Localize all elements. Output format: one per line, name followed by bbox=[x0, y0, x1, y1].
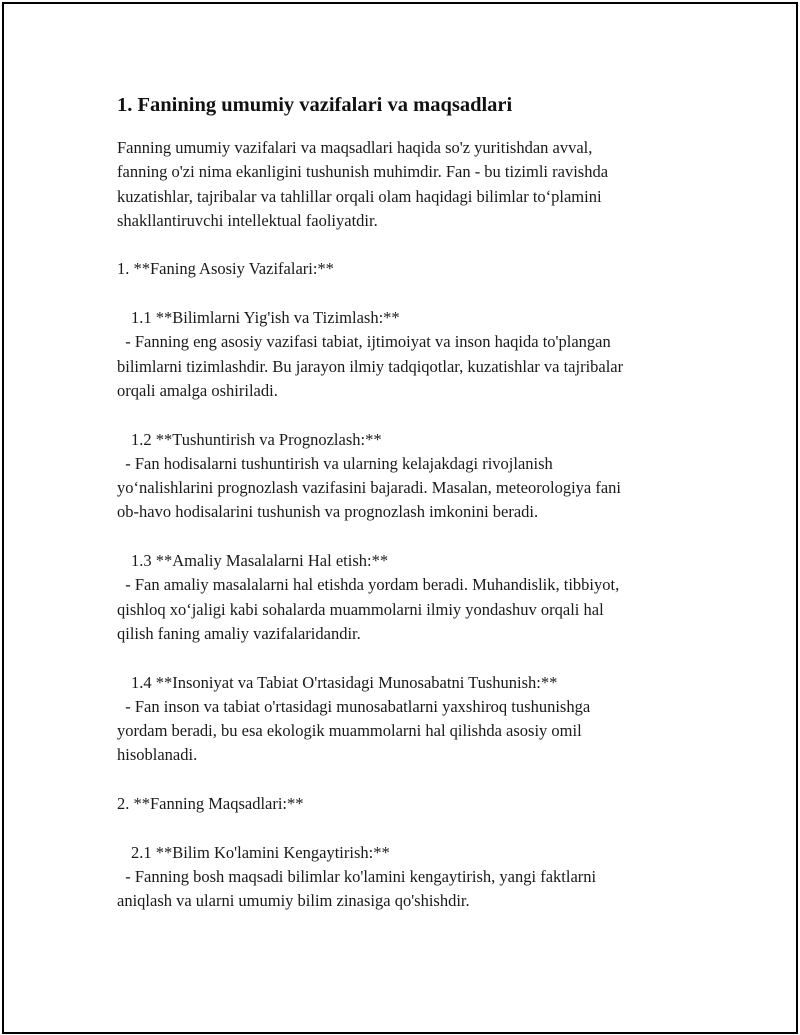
subsection-1-1 bbox=[117, 306, 697, 403]
subsection-line: - Fanning bosh maqsadi bilimlar ko'lamini kengaytirish, yangi faktlarni bbox=[117, 866, 597, 886]
blank-line bbox=[117, 646, 697, 670]
blank-line bbox=[117, 816, 697, 840]
subsection-heading: 2.1 **Bilim Ko'lamini Kengaytirish:** bbox=[131, 842, 390, 862]
blank-line bbox=[117, 768, 697, 792]
intro-paragraph bbox=[117, 136, 697, 233]
subsection-1-2 bbox=[117, 428, 697, 525]
subsection-line: - Fan inson va tabiat o'rtasidagi munosabatlarni yaxshiroq tushunishga bbox=[117, 696, 591, 716]
intro-line: kuzatishlar, tajribalar va tahlillar orqali olam haqidagi bilimlar to‘plamini bbox=[117, 186, 602, 206]
subsection-line: yordam beradi, bu esa ekologik muammolarni hal qilishda asosiy omil bbox=[117, 721, 582, 741]
subsection-line: bilimlarni tizimlashdir. Bu jarayon ilmiy tadqiqotlar, kuzatishlar va tajribalar bbox=[117, 356, 624, 376]
section-2-heading: 2. **Fanning Maqsadlari:** bbox=[117, 794, 304, 814]
subsection-line: - Fan amaliy masalalarni hal etishda yordam beradi. Muhandislik, tibbiyot, bbox=[117, 575, 620, 595]
blank-line bbox=[117, 525, 697, 549]
blank-line bbox=[117, 403, 697, 427]
subsection-line: aniqlash va ularni umumiy bilim zinasiga qo'shishdir. bbox=[117, 891, 470, 911]
subsection-heading: 1.4 **Insoniyat va Tabiat O'rtasidagi Munosabatni Tushunish:** bbox=[131, 672, 558, 692]
intro-line: fanning o'zi nima ekanligini tushunish muhimdir. Fan - bu tizimli ravishda bbox=[117, 162, 609, 182]
document-title: 1. Fanining umumiy vazifalari va maqsadlari bbox=[117, 94, 513, 116]
blank-line bbox=[117, 233, 697, 257]
subsection-line: ob-havo hodisalarini tushunish va prognozlash imkonini beradi. bbox=[117, 502, 539, 522]
subsection-line: orqali amalga oshiriladi. bbox=[117, 380, 278, 400]
subsection-2-1 bbox=[117, 841, 697, 914]
section-1-heading: 1. **Faning Asosiy Vazifalari:** bbox=[117, 259, 334, 279]
subsection-1-4 bbox=[117, 671, 697, 768]
subsection-line: qishloq xo‘jaligi kabi sohalarda muammolarni ilmiy yondashuv orqali hal bbox=[117, 599, 604, 619]
intro-line: Fanning umumiy vazifalari va maqsadlari haqida so'z yuritishdan avval, bbox=[117, 138, 593, 157]
document-body bbox=[117, 92, 697, 914]
subsection-heading: 1.2 **Tushuntirish va Prognozlash:** bbox=[131, 429, 382, 449]
subsection-line: - Fanning eng asosiy vazifasi tabiat, ijtimoiyat va inson haqida to'plangan bbox=[117, 332, 611, 352]
subsection-line: hisoblanadi. bbox=[117, 745, 198, 765]
subsection-line: qilish faning amaliy vazifalaridandir. bbox=[117, 623, 361, 643]
subsection-heading: 1.3 **Amaliy Masalalarni Hal etish:** bbox=[131, 551, 389, 571]
blank-line bbox=[117, 282, 697, 306]
subsection-1-3 bbox=[117, 549, 697, 646]
subsection-line: yo‘nalishlarini prognozlash vazifasini bajaradi. Masalan, meteorologiya fani bbox=[117, 478, 621, 498]
subsection-line: - Fan hodisalarni tushuntirish va ularning kelajakdagi rivojlanish bbox=[117, 453, 553, 473]
subsection-heading: 1.1 **Bilimlarni Yig'ish va Tizimlash:** bbox=[131, 308, 400, 328]
intro-line: shakllantiruvchi intellektual faoliyatdir. bbox=[117, 210, 378, 230]
